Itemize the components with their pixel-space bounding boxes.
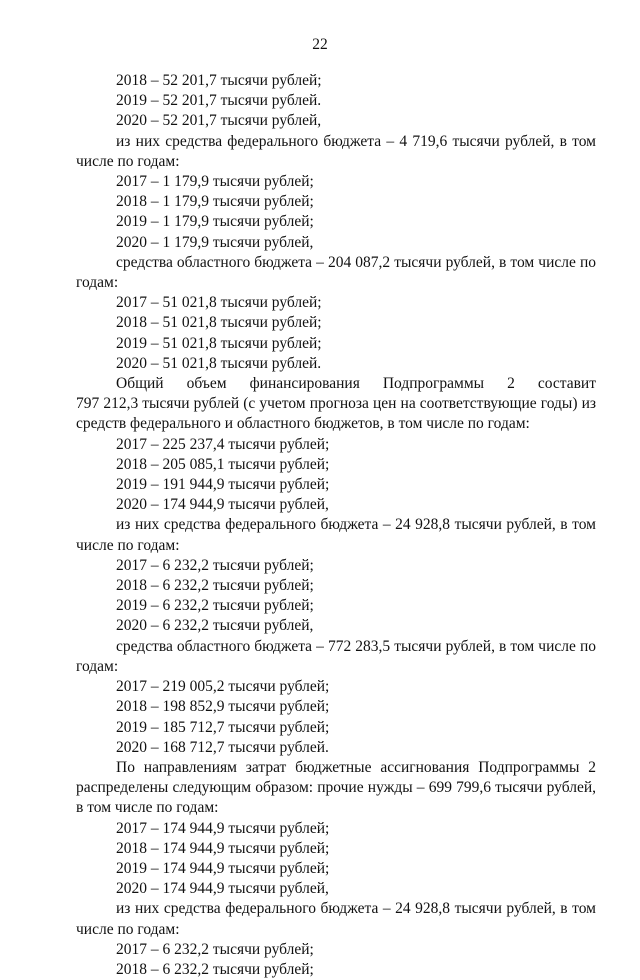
- text-line: 2019 – 6 232,2 тысячи рублей;: [116, 597, 314, 615]
- text-line: 2020 – 51 021,8 тысячи рублей.: [116, 354, 322, 372]
- text-line: средств федерального и областного бюджетов, в том числе по годам:: [76, 415, 530, 433]
- text-line: 2018 – 1 179,9 тысячи рублей;: [116, 193, 314, 211]
- text-line: числе по годам:: [76, 536, 180, 554]
- text-line: 2020 – 174 944,9 тысячи рублей,: [116, 880, 329, 898]
- text-line: 2019 – 174 944,9 тысячи рублей;: [116, 859, 330, 877]
- page-number: 22: [312, 36, 328, 53]
- text-line: 2019 – 52 201,7 тысячи рублей.: [116, 92, 322, 110]
- text-line: 2020 – 174 944,9 тысячи рублей,: [116, 496, 329, 514]
- text-line: 2020 – 1 179,9 тысячи рублей,: [116, 233, 314, 251]
- text-line: 2019 – 51 021,8 тысячи рублей;: [116, 334, 322, 352]
- text-line: из них средства федерального бюджета – 24 928,8 тысячи рублей, в том: [116, 516, 596, 534]
- text-line: Общий объем финансирования Подпрограммы 2 составит: [116, 375, 596, 393]
- text-line: 2020 – 168 712,7 тысячи рублей.: [116, 738, 329, 756]
- text-line: 2018 – 52 201,7 тысячи рублей;: [116, 72, 322, 89]
- text-line: 2019 – 185 712,7 тысячи рублей;: [116, 718, 330, 736]
- text-line: 2017 – 1 179,9 тысячи рублей;: [116, 173, 314, 191]
- text-line: 2017 – 6 232,2 тысячи рублей;: [116, 556, 314, 574]
- text-line: 2019 – 1 179,9 тысячи рублей;: [116, 213, 314, 231]
- text-line: 2017 – 51 021,8 тысячи рублей;: [116, 294, 322, 312]
- text-line: 2017 – 174 944,9 тысячи рублей;: [116, 819, 330, 837]
- text-line: 2018 – 51 021,8 тысячи рублей;: [116, 314, 322, 332]
- text-line: 2017 – 219 005,2 тысячи рублей;: [116, 678, 330, 696]
- text-line: из них средства федерального бюджета – 4 719,6 тысячи рублей, в том: [116, 132, 596, 150]
- text-line: числе по годам:: [76, 920, 180, 938]
- text-line: 2018 – 6 232,2 тысячи рублей;: [116, 577, 314, 595]
- text-line: распределены следующим образом: прочие нужды – 699 799,6 тысячи рублей,: [76, 779, 596, 797]
- text-line: По направлениям затрат бюджетные ассигнования Подпрограммы 2: [116, 758, 596, 776]
- text-line: 2018 – 198 852,9 тысячи рублей;: [116, 698, 330, 716]
- text-line: 2018 – 6 232,2 тысячи рублей;: [116, 960, 314, 978]
- text-line: 797 212,3 тысячи рублей (с учетом прогноза цен на соответствующие годы) из: [76, 395, 596, 413]
- text-line: средства областного бюджета – 772 283,5 тысячи рублей, в том числе по: [116, 637, 596, 655]
- text-line: в том числе по годам:: [76, 799, 219, 817]
- text-line: 2020 – 6 232,2 тысячи рублей,: [116, 617, 314, 635]
- text-line: 2018 – 174 944,9 тысячи рублей;: [116, 839, 330, 857]
- text-line: 2017 – 6 232,2 тысячи рублей;: [116, 940, 314, 958]
- text-line: средства областного бюджета – 204 087,2 тысячи рублей, в том числе по: [116, 253, 596, 271]
- text-line: 2019 – 191 944,9 тысячи рублей;: [116, 476, 330, 494]
- text-line: 2020 – 52 201,7 тысячи рублей,: [116, 112, 322, 130]
- text-line: 2017 – 225 237,4 тысячи рублей;: [116, 435, 330, 453]
- text-line: из них средства федерального бюджета – 24 928,8 тысячи рублей, в том: [116, 900, 596, 918]
- text-line: годам:: [76, 657, 119, 675]
- text-line: годам:: [76, 274, 119, 292]
- text-line: числе по годам:: [76, 152, 180, 170]
- text-line: 2018 – 205 085,1 тысячи рублей;: [116, 455, 330, 473]
- document-body: [76, 71, 596, 980]
